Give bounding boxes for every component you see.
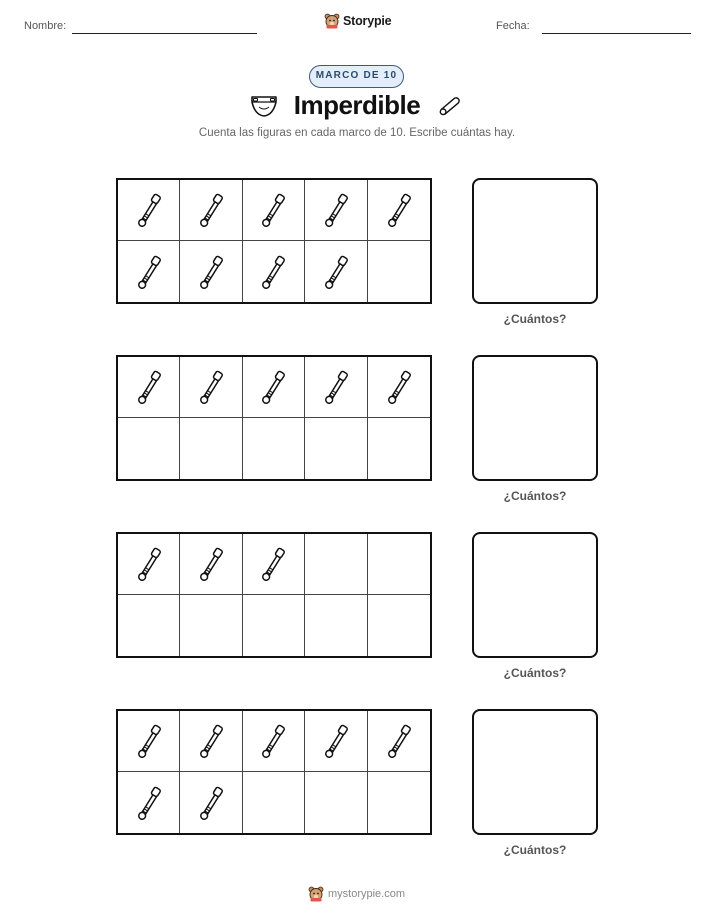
answer-label: ¿Cuántos? [503,489,567,503]
frame-cell [118,772,180,833]
safety-pin-icon [129,190,169,230]
frame-cell [368,595,430,656]
frame-cell [243,357,305,418]
ten-frame-3 [116,532,432,658]
date-line[interactable] [542,33,691,34]
worksheet-type-badge: MARCO DE 10 [309,65,404,88]
answer-label: ¿Cuántos? [503,843,567,857]
frame-cell [180,711,242,772]
safety-pin-icon [253,190,293,230]
frame-cell [305,595,367,656]
ten-frame-1 [116,178,432,304]
safety-pin-icon [191,783,231,823]
frame-cell [368,711,430,772]
frame-cell [305,180,367,241]
frame-cell [243,772,305,833]
frame-cell [180,180,242,241]
safety-pin-icon [191,190,231,230]
safety-pin-icon [253,252,293,292]
frame-cell [243,418,305,479]
name-line[interactable] [72,33,257,34]
page-title: Imperdible [293,90,421,120]
frame-cell [305,711,367,772]
bear-logo-icon [324,13,340,29]
safety-pin-icon [253,367,293,407]
frame-cell [118,418,180,479]
frame-cell [305,241,367,302]
answer-box[interactable] [472,709,598,835]
frame-cell [118,595,180,656]
answer-label: ¿Cuántos? [503,312,567,326]
safety-pin-icon [253,721,293,761]
frame-cell [305,534,367,595]
frame-cell [368,241,430,302]
safety-pin-icon [129,252,169,292]
frame-cell [180,534,242,595]
ten-frame-4 [116,709,432,835]
frame-cell [243,534,305,595]
safety-pin-icon [316,190,356,230]
safety-pin-icon [129,721,169,761]
frame-cell [180,241,242,302]
frame-cell [180,418,242,479]
safety-pin-icon [316,252,356,292]
frame-cell [180,772,242,833]
answer-label: ¿Cuántos? [503,666,567,680]
frame-cell [305,357,367,418]
safety-pin-icon [191,367,231,407]
safety-pin-icon [379,367,419,407]
frame-cell [118,711,180,772]
frame-cell [180,595,242,656]
frame-cell [180,357,242,418]
name-label: Nombre: [24,20,67,32]
frame-cell [243,595,305,656]
answer-box[interactable] [472,355,598,481]
instructions: Cuenta las figuras en cada marco de 10. Escribe cuántas hay. [198,127,516,139]
safety-pin-icon [191,252,231,292]
safety-pin-icon [129,783,169,823]
brand [324,13,391,29]
frame-cell [305,772,367,833]
frame-cell [368,534,430,595]
frame-cell [243,180,305,241]
frame-cell [118,534,180,595]
brand-name: Storypie [343,14,392,28]
bear-logo-icon [308,886,324,902]
frame-cell [118,357,180,418]
date-label: Fecha: [496,20,530,32]
frame-cell [368,357,430,418]
ten-frame-2 [116,355,432,481]
frame-cell [305,418,367,479]
answer-box[interactable] [472,178,598,304]
safety-pin-icon [379,190,419,230]
frame-cell [243,241,305,302]
safety-pin-icon [436,93,464,119]
frame-cell [243,711,305,772]
frame-cell [368,772,430,833]
frame-cell [118,180,180,241]
answer-box[interactable] [472,532,598,658]
safety-pin-icon [129,367,169,407]
safety-pin-icon [191,721,231,761]
frame-cell [118,241,180,302]
frame-cell [368,180,430,241]
safety-pin-icon [379,721,419,761]
safety-pin-icon [191,544,231,584]
safety-pin-icon [253,544,293,584]
footer [308,886,405,902]
safety-pin-icon [316,721,356,761]
frame-cell [368,418,430,479]
safety-pin-icon [316,367,356,407]
safety-pin-icon [129,544,169,584]
footer-url: mystorypie.com [328,888,406,900]
